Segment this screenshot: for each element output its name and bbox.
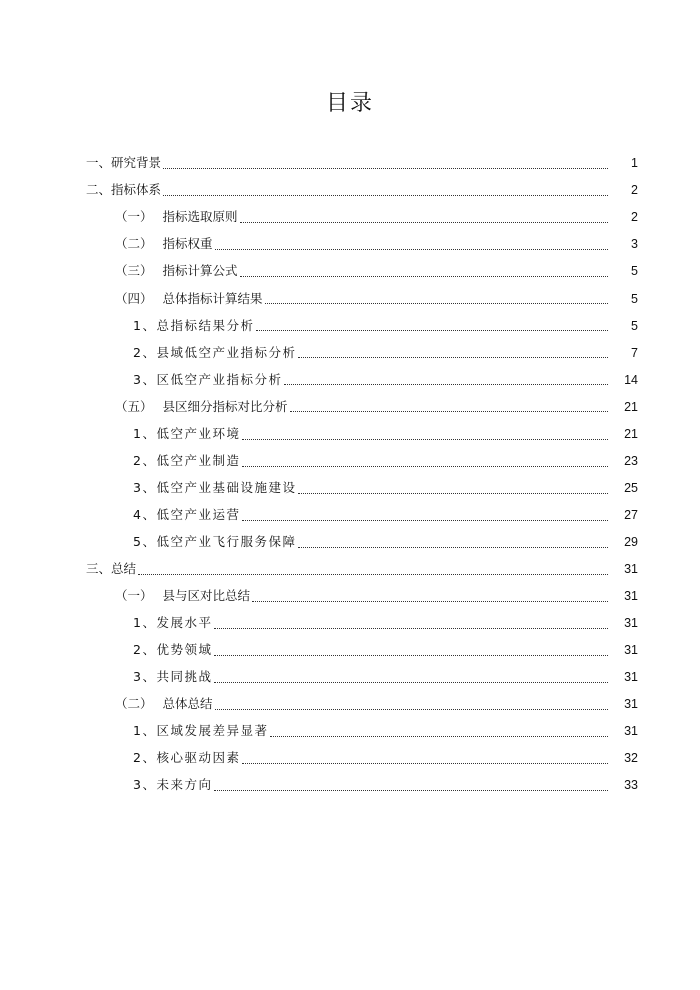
toc-entry-title: 低空产业飞行服务保障: [156, 533, 297, 549]
toc-entry-title: 区低空产业指标分析: [156, 371, 283, 387]
toc-entry[interactable]: [0, 502, 700, 529]
toc-entry-page: 31: [624, 616, 638, 631]
toc-entry-title: 总体指标计算结果: [162, 290, 263, 306]
toc-entry-title: 总指标结果分析: [156, 317, 255, 333]
toc-entry-page: 21: [624, 399, 638, 414]
toc-entry-page: 25: [624, 480, 638, 495]
toc-entry-number: （四）: [115, 290, 153, 306]
toc-entry-page: 5: [631, 291, 638, 306]
dot-leader: [163, 167, 608, 169]
toc-entry[interactable]: [0, 475, 700, 502]
toc-entry[interactable]: [0, 393, 700, 420]
toc-entry-page: 23: [624, 453, 638, 468]
toc-entry[interactable]: [0, 691, 700, 718]
dot-leader: [215, 248, 608, 250]
dot-leader: [242, 762, 608, 764]
toc-entry[interactable]: [0, 420, 700, 447]
toc-entry-number: 2、: [133, 344, 157, 360]
toc-entry-page: 14: [624, 372, 638, 387]
toc-entry[interactable]: [0, 312, 700, 339]
toc-entry-page: 2: [631, 183, 638, 198]
toc-entry[interactable]: [0, 448, 700, 475]
toc-entry[interactable]: [0, 258, 700, 285]
toc-entry-page: 31: [624, 561, 638, 576]
toc-entry[interactable]: [0, 664, 700, 691]
toc-entry-title: 发展水平: [156, 615, 213, 631]
toc-entry-page: 32: [624, 751, 638, 766]
toc-entry-number: 1、: [133, 425, 157, 441]
toc-entry-number: （五）: [115, 398, 153, 414]
toc-entry-page: 31: [624, 670, 638, 685]
dot-leader: [252, 600, 608, 602]
dot-leader: [270, 735, 608, 737]
toc-entry-number: 3、: [133, 371, 157, 387]
toc-entry-number: 1、: [133, 723, 157, 739]
dot-leader: [298, 492, 608, 494]
toc-entry-title: 指标体系: [111, 182, 162, 198]
dot-leader: [290, 410, 608, 412]
toc-entry-number: （一）: [115, 209, 153, 225]
toc-entry-title: 县区细分指标对比分析: [162, 398, 288, 414]
toc-entry-title: 核心驱动因素: [156, 750, 241, 766]
toc-entry[interactable]: [0, 339, 700, 366]
toc-entry-page: 7: [631, 345, 638, 360]
toc-entry-title: 低空产业制造: [156, 452, 241, 468]
dot-leader: [298, 546, 608, 548]
toc-entry-page: 33: [624, 778, 638, 793]
toc-entry[interactable]: [0, 285, 700, 312]
toc-entry-number: 3、: [133, 669, 157, 685]
toc-entry[interactable]: [0, 637, 700, 664]
toc-entry-title: 低空产业运营: [156, 506, 241, 522]
toc-entry-number: 二、: [86, 182, 112, 198]
toc-entry-page: 31: [624, 589, 638, 604]
page-title: 目录: [325, 91, 374, 116]
toc-entry-page: 31: [624, 643, 638, 658]
toc-entry-number: 1、: [133, 317, 157, 333]
toc-entry-title: 总体总结: [162, 696, 213, 712]
table-of-contents: [0, 150, 700, 799]
toc-entry-number: 5、: [133, 533, 157, 549]
toc-entry-number: （二）: [115, 236, 153, 252]
toc-entry-title: 研究背景: [111, 155, 162, 171]
toc-entry[interactable]: [0, 745, 700, 772]
toc-entry-title: 县与区对比总结: [162, 588, 251, 604]
toc-entry-number: 2、: [133, 642, 157, 658]
toc-entry[interactable]: [0, 231, 700, 258]
toc-entry-number: 一、: [86, 155, 112, 171]
toc-entry[interactable]: [0, 556, 700, 583]
dot-leader: [215, 708, 608, 710]
dot-leader: [240, 221, 608, 223]
toc-entry-page: 5: [631, 264, 638, 279]
toc-entry-number: 3、: [133, 777, 157, 793]
toc-entry-number: 1、: [133, 615, 157, 631]
toc-entry-title: 优势领域: [156, 642, 213, 658]
toc-entry[interactable]: [0, 529, 700, 556]
toc-entry-title: 区域发展差异显著: [156, 723, 269, 739]
toc-entry[interactable]: [0, 610, 700, 637]
toc-entry-title: 县域低空产业指标分析: [156, 344, 297, 360]
toc-entry-page: 31: [624, 724, 638, 739]
dot-leader: [242, 438, 608, 440]
toc-entry-title: 指标权重: [162, 236, 213, 252]
toc-entry-page: 5: [631, 318, 638, 333]
toc-entry-page: 3: [631, 237, 638, 252]
toc-entry-title: 共同挑战: [156, 669, 213, 685]
dot-leader: [214, 789, 608, 791]
dot-leader: [298, 356, 608, 358]
dot-leader: [265, 302, 608, 304]
toc-entry-title: 低空产业环境: [156, 425, 241, 441]
dot-leader: [284, 383, 608, 385]
toc-entry-page: 2: [631, 210, 638, 225]
toc-entry-title: 未来方向: [156, 777, 213, 793]
dot-leader: [138, 573, 608, 575]
toc-entry-number: 2、: [133, 750, 157, 766]
toc-entry-title: 指标计算公式: [162, 263, 238, 279]
toc-entry-number: （二）: [115, 696, 153, 712]
toc-entry[interactable]: [0, 204, 700, 231]
dot-leader: [242, 519, 608, 521]
toc-entry[interactable]: [0, 177, 700, 204]
dot-leader: [214, 681, 608, 683]
dot-leader: [256, 329, 608, 331]
dot-leader: [214, 654, 608, 656]
toc-entry-number: （三）: [115, 263, 153, 279]
toc-entry[interactable]: [0, 150, 700, 177]
toc-entry-page: 31: [624, 697, 638, 712]
toc-entry-page: 29: [624, 534, 638, 549]
dot-leader: [242, 465, 608, 467]
toc-entry-page: 21: [624, 426, 638, 441]
dot-leader: [163, 194, 608, 196]
toc-entry-page: 1: [631, 156, 638, 171]
toc-entry-title: 总结: [111, 560, 137, 576]
toc-entry[interactable]: [0, 583, 700, 610]
toc-entry-number: 2、: [133, 452, 157, 468]
toc-entry-page: 27: [624, 507, 638, 522]
toc-entry-title: 低空产业基础设施建设: [156, 479, 297, 495]
toc-entry-number: 4、: [133, 506, 157, 522]
toc-entry[interactable]: [0, 718, 700, 745]
toc-entry-number: （一）: [115, 588, 153, 604]
toc-entry[interactable]: [0, 366, 700, 393]
dot-leader: [214, 627, 608, 629]
toc-entry-number: 三、: [86, 560, 112, 576]
toc-entry-title: 指标选取原则: [162, 209, 238, 225]
toc-entry[interactable]: [0, 772, 700, 799]
dot-leader: [240, 275, 608, 277]
toc-entry-number: 3、: [133, 479, 157, 495]
